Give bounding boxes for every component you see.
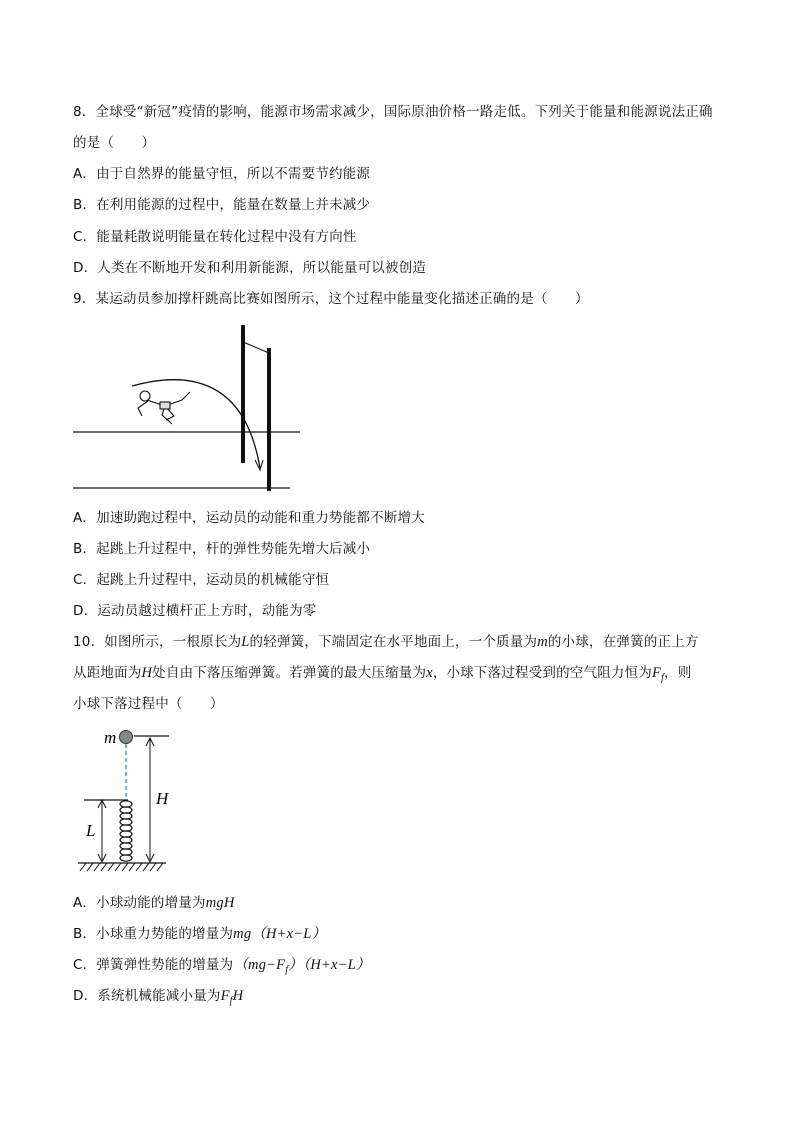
q9-option-b: B．起跳上升过程中，杆的弹性势能先增大后减小	[73, 541, 371, 557]
q9-option-a: A．加速助跑过程中，运动员的动能和重力势能都不断增大	[73, 510, 425, 526]
q8-stem-line2: 的是（ ）	[73, 135, 156, 151]
q8-option-c: C．能量耗散说明能量在转化过程中没有方向性	[73, 229, 357, 245]
q9-stem: 9．某运动员参加撑杆跳高比赛如图所示，这个过程中能量变化描述正确的是（ ）	[73, 291, 589, 307]
q10-stem-line3: 小球下落过程中（ ）	[73, 696, 224, 712]
ground-hatching	[80, 863, 163, 871]
vaulting-pole	[132, 380, 260, 468]
athlete-icon	[138, 391, 190, 424]
q10-option-a: A．小球动能的增量为mgH	[73, 895, 235, 911]
length-label: L	[86, 821, 96, 840]
pole-vault-figure	[70, 320, 300, 495]
q8-option-b: B．在利用能源的过程中，能量在数量上并未减少	[73, 197, 371, 213]
ball	[120, 731, 133, 744]
q10-option-c: C．弹簧弹性势能的增量为$(mg-F_f)(H+x-L)$	[73, 957, 371, 976]
q9-option-d: D．运动员越过横杆正上方时，动能为零	[73, 603, 317, 619]
q10-option-b: B．小球重力势能的增量为mg（H+x−L）	[73, 926, 327, 942]
mass-label: m	[104, 728, 117, 747]
q8-option-a: A．由于自然界的能量守恒，所以不需要节约能源	[73, 166, 371, 182]
height-label: H	[156, 789, 169, 808]
q8-option-d: D．人类在不断地开发和利用新能源，所以能量可以被创造	[73, 260, 427, 276]
spring	[120, 801, 132, 861]
q8-stem-line1: 8．全球受“新冠”疫情的影响，能源市场需求减少，国际原油价格一路走低。下列关于能量和能源说法正确	[73, 104, 713, 120]
q10-stem-line2: 从距地面为H处自由下落压缩弹簧。若弹簧的最大压缩量为x，小球下落过程受到的空气阻力恒为$F_f$，则	[73, 665, 692, 684]
q9-option-c: C．起跳上升过程中，运动员的机械能守恒	[73, 572, 330, 588]
q10-option-d: D．系统机械能减小量为$F_fH$	[73, 988, 244, 1007]
upright-front	[241, 325, 245, 463]
upright-back	[267, 348, 271, 491]
q10-stem-line1: 10．如图所示，一根原长为L的轻弹簧，下端固定在水平地面上，一个质量为m的小球，在弹簧的正上方	[73, 634, 699, 650]
spring-figure	[76, 726, 216, 876]
